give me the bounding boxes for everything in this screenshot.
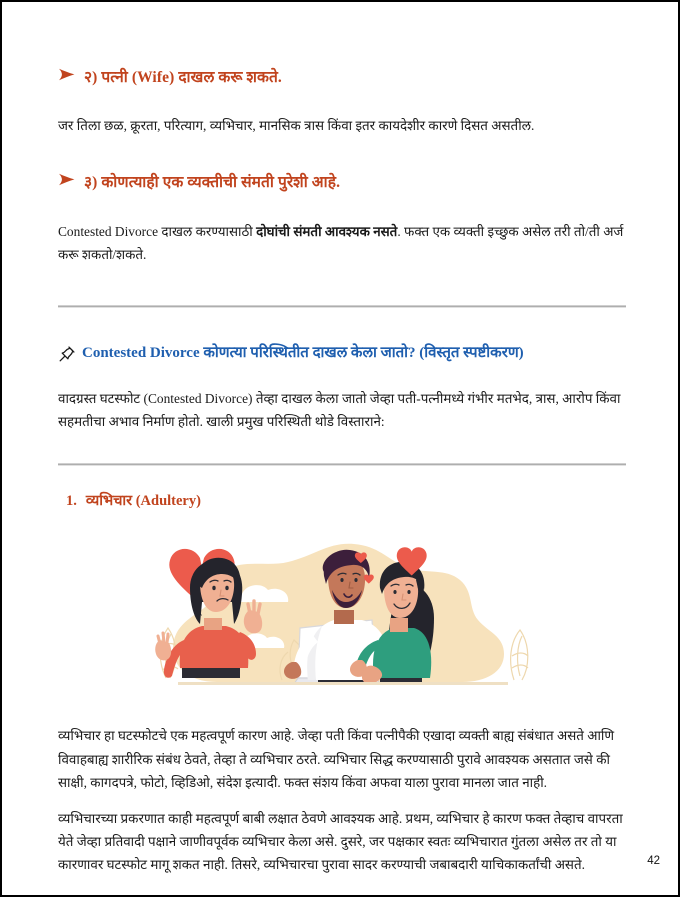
heading-contested-label: Contested Divorce कोणत्या परिस्थितीत दाखल केला जातो? (विस्तृत स्पष्टीकरण) — [82, 344, 524, 361]
section-divider-bottom — [58, 463, 626, 466]
paragraph-consent-part1: Contested Divorce दाखल करण्यासाठी — [58, 223, 257, 239]
paragraph-consent — [58, 220, 626, 266]
section-divider-top — [58, 305, 626, 308]
paragraph-adultery-definition: व्यभिचार हा घटस्फोटचे एक महत्वपूर्ण कारण आहे. जेव्हा पती किंवा पत्नीपैकी एखादा व्यक्ती बाह्य संबंधात असते आणि विवाहबाह्य शारीरिक संबंध ठेवते, तेव्हा ते व्यभिचार ठरते. व्यभिचार सिद्ध करण्यासाठी पुरावे आवश्यक असतात जसे की साक्षी, कागदपत्रे, फोटो, व्हिडिओ, संदेश इत्यादी. फक्त संशय किंवा अफवा याला पुरावा मानला जात नाही. — [58, 728, 615, 790]
page-number: 42 — [647, 855, 660, 867]
paragraph-wife-grounds: जर तिला छळ, क्रूरता, परित्याग, व्यभिचार, मानसिक त्रास किंवा इतर कायदेशीर कारणे दिसत असतील. — [58, 118, 535, 134]
adultery-illustration — [122, 532, 562, 692]
heading-wife-can-file — [58, 68, 626, 87]
heading-adultery — [58, 490, 626, 510]
heading-contested-circumstances — [58, 344, 626, 364]
page-content — [58, 2, 626, 897]
paragraph-consent-bold: दोघांची संमती आवश्यक नसते — [256, 223, 398, 239]
heading-wife-label: २) पत्नी (Wife) दाखल करू शकते. — [84, 69, 282, 86]
adultery-illustration-container — [58, 532, 626, 692]
paragraph-consent-part2: . फक्त एक व्यक्ती इच्छुक असेल तरी तो/ती अर्ज करू शकतो/शकते. — [58, 223, 624, 262]
heading-adultery-label: व्यभिचार (Adultery) — [85, 493, 201, 510]
paragraph-contested-circumstances: वादग्रस्त घटस्फोट (Contested Divorce) तेव्हा दाखल केला जातो जेव्हा पती-पत्नीमध्ये गंभीर मतभेद, त्रास, आरोप किंवा सहमतीचा अभाव निर्माण होतो. खाली प्रमुख परिस्थिती थोडे विस्ताराने: — [58, 391, 621, 430]
arrow-right-triangle-icon — [58, 68, 75, 81]
pushpin-icon — [58, 345, 76, 363]
heading-consent-label: ३) कोणत्याही एक व्यक्तीची संमती पुरेशी आहे. — [84, 174, 341, 192]
heading-consent-sufficient — [58, 173, 626, 192]
paragraph-adultery-notes: व्यभिचारच्या प्रकरणात काही महत्वपूर्ण बाबी लक्षात ठेवणे आवश्यक आहे. प्रथम, व्यभिचार हे कारण फक्त तेव्हाच वापरता येते जेव्हा प्रतिवादी पक्षाने जाणीवपूर्वक व्यभिचार केला असे. दुसरे, जर पक्षकार स्वतः व्यभिचारात गुंतला असेल तर तो या कारणावर घटस्फोट मागू शकत नाही. तिसरे, व्यभिचारचा पुरावा सादर करण्याची जबाबदारी याचिकाकर्तांची असते. — [58, 810, 623, 872]
heading-adultery-number: 1. — [66, 493, 77, 510]
arrow-right-triangle-icon — [58, 173, 75, 186]
